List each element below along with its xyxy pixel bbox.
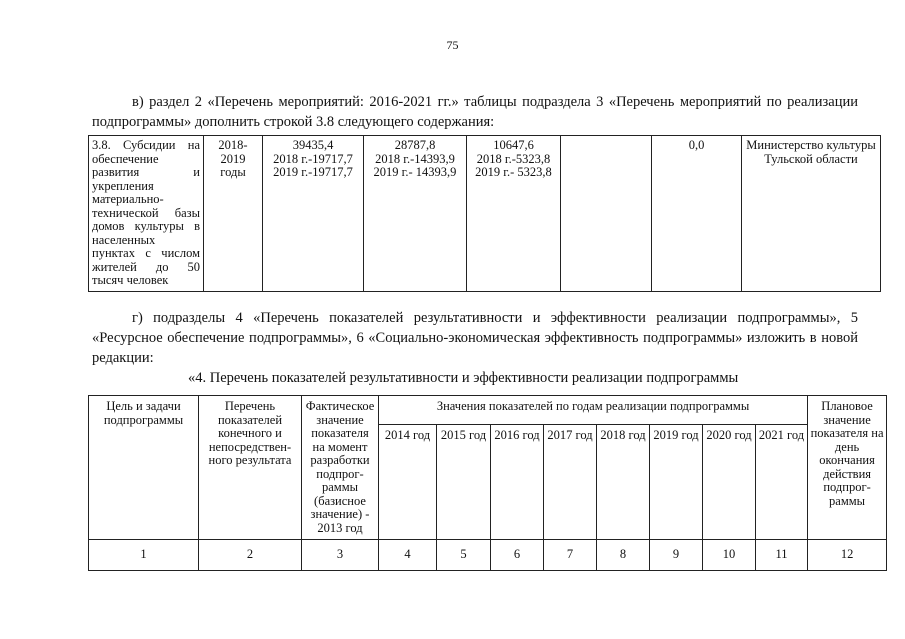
header-year: 2015 год xyxy=(437,425,491,540)
column-number: 11 xyxy=(756,540,808,571)
cell-line: 2019 г.- 5323,8 xyxy=(475,165,552,179)
column-number: 7 xyxy=(544,540,597,571)
activities-table xyxy=(88,135,881,292)
activity-years-cell: 2018-2019 годы xyxy=(204,136,263,292)
cell-line: 2018 г.-19717,7 xyxy=(273,151,353,166)
funding-cell-5 xyxy=(561,136,652,292)
cell-line: 2018 г.-5323,8 xyxy=(476,151,551,166)
header-year: 2020 год xyxy=(703,425,756,540)
column-number: 4 xyxy=(379,540,437,571)
funding-cell-6: 0,0 xyxy=(652,136,742,292)
header-goal: Цель и задачи подпрограммы xyxy=(89,396,199,540)
header-year: 2018 год xyxy=(597,425,650,540)
executor-cell: Министерство культуры Тульской области xyxy=(742,136,881,292)
cell-line: 2019 г.-19717,7 xyxy=(273,165,353,179)
column-number: 2 xyxy=(199,540,302,571)
header-year: 2017 год xyxy=(544,425,597,540)
paragraph-g: г) подразделы 4 «Перечень показателей результативности и эффективности реализации подпрограммы», 5 «Ресурсное обеспечение подпрограммы», 6 «Социально-экономическая эффективность подпрограммы» изложить в новой редакции: xyxy=(92,310,858,366)
header-indicators-list: Перечень показателей конечного и непосредствен-ного результата xyxy=(199,396,302,540)
header-values-by-year: Значения показателей по годам реализации подпрограммы xyxy=(379,396,808,425)
column-number: 12 xyxy=(808,540,887,571)
column-number: 9 xyxy=(650,540,703,571)
page-number: 75 xyxy=(446,38,459,52)
cell-line: 28787,8 xyxy=(394,138,436,152)
table-row xyxy=(89,136,881,292)
header-year: 2016 год xyxy=(491,425,544,540)
cell-line: 2018 г.-14393,9 xyxy=(375,151,455,166)
column-number: 6 xyxy=(491,540,544,571)
cell-line: 39435,4 xyxy=(292,138,334,152)
column-number: 5 xyxy=(437,540,491,571)
header-planned-value: Плановое значение показателя на день окончания действия подпрог-раммы xyxy=(808,396,887,540)
funding-cell-4 xyxy=(467,136,561,292)
section-4-heading: «4. Перечень показателей результативности и эффективности реализации подпрограммы xyxy=(188,370,739,386)
column-number: 8 xyxy=(597,540,650,571)
table-header-row xyxy=(89,396,887,425)
cell-line: 10647,6 xyxy=(493,138,534,152)
cell-line: 2019 г.- 14393,9 xyxy=(373,165,457,179)
column-number: 10 xyxy=(703,540,756,571)
column-number: 1 xyxy=(89,540,199,571)
funding-cell-3 xyxy=(364,136,467,292)
header-year: 2019 год xyxy=(650,425,703,540)
activity-name-cell: 3.8. Субсидии на обеспечение развития и укрепления материально-технической базы домов культуры в населенных пунктах с числом жителей до 50 тысяч человек xyxy=(89,136,204,292)
column-number: 3 xyxy=(302,540,379,571)
header-year: 2021 год xyxy=(756,425,808,540)
column-numbers-row xyxy=(89,540,887,571)
paragraph-v: в) раздел 2 «Перечень мероприятий: 2016-2021 гг.» таблицы подраздела 3 «Перечень мероприятий по реализации подпрограммы» дополнить строкой 3.8 следующего содержания: xyxy=(92,94,858,130)
header-actual-value: Фактическое значение показателя на момент разработки подпрог-раммы (базисное значение) - 2013 год xyxy=(302,396,379,540)
indicators-table xyxy=(88,395,887,571)
header-year: 2014 год xyxy=(379,425,437,540)
total-funding-cell xyxy=(263,136,364,292)
